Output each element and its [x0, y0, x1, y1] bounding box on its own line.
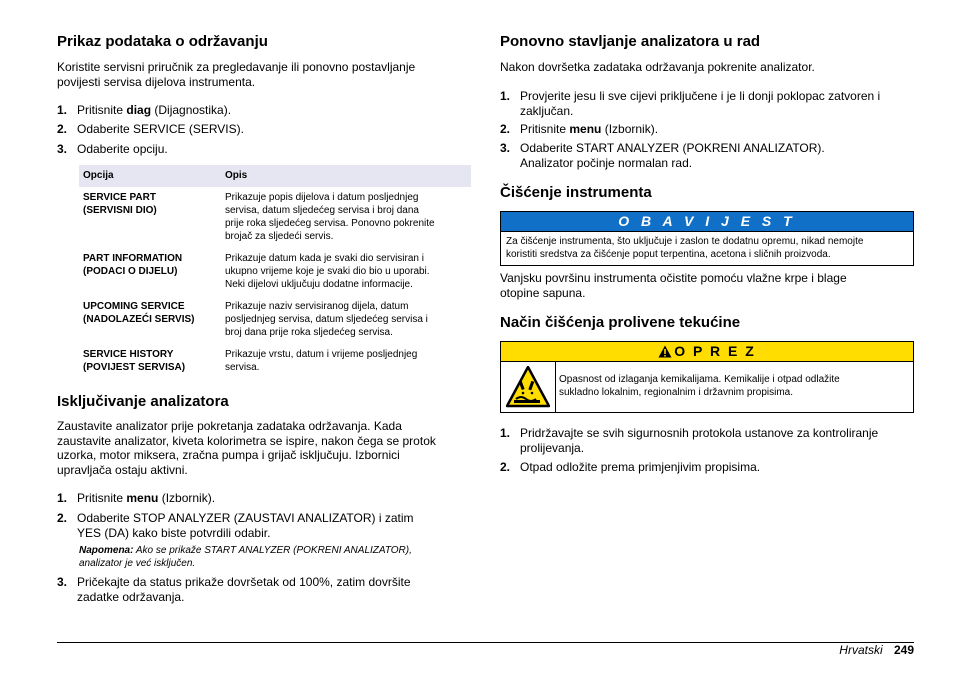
section-title-cleaning: Čišćenje instrumenta — [500, 184, 652, 201]
page-number: 249 — [893, 643, 914, 657]
notice-box — [500, 211, 914, 266]
section-title-shutdown: Isključivanje analizatora — [57, 393, 229, 410]
caution-title: O P R E Z — [501, 342, 913, 362]
cleaning-text: Vanjsku površinu instrumenta očistite pomoću vlažne krpe i blage otopine sapuna. — [500, 271, 847, 300]
table-header: Opcija Opis — [79, 165, 471, 187]
shutdown-intro: Zaustavite analizator prije pokretanja zadataka održavanja. Kada zaustavite analizator, kiveta kolorimetra se ispire, nakon čega se protok uzorka, motor miksera, zračna pumpa i grijač isključuju. Izbornici upravljača ostaju aktivni. — [57, 419, 436, 477]
shutdown-note: Napomena: Ako se prikaže START ANALYZER (POKRENI ANALIZATOR), analizator je već isključen. — [79, 545, 412, 569]
caution-text: Opasnost od izlaganja kemikalijama. Kemikalije i otpad odlažite sukladno lokalnim, regionalnim i državnim propisima. — [559, 374, 840, 398]
notice-title: O B A V I J E S T — [501, 212, 913, 232]
section-title-spill: Način čišćenja prolivene tekućine — [500, 314, 741, 331]
maintenance-intro: Koristite servisni priručnik za pregledavanje ili ponovno postavljanje povijesti servisa dijelova instrumenta. — [57, 60, 416, 89]
caution-box — [500, 341, 914, 413]
notice-text: Za čišćenje instrumenta, što uključuje i zaslon te dodatnu opremu, nikad nemojte koristiti sredstva za čišćenje poput terpentina, acetona i sličnih proizvoda. — [506, 236, 864, 260]
section-title-restart: Ponovno stavljanje analizatora u rad — [500, 33, 761, 50]
footer-language: Hrvatski — [839, 643, 883, 657]
restart-intro: Nakon dovršetka zadataka održavanja pokrenite analizator. — [500, 60, 815, 74]
warning-triangle-icon — [658, 344, 672, 363]
section-title-maintenance-data: Prikaz podataka o održavanju — [57, 33, 268, 50]
chemical-hazard-icon — [506, 366, 550, 408]
footer-divider — [57, 642, 914, 643]
footer — [839, 643, 914, 657]
